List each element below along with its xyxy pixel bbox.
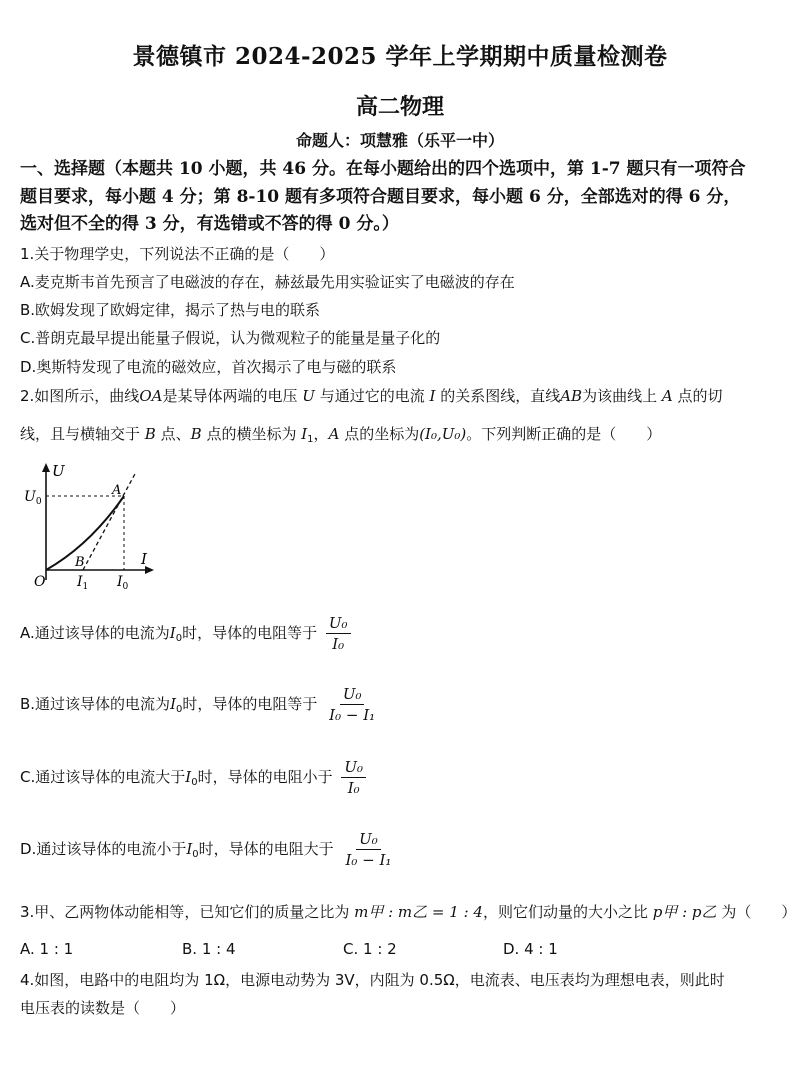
q1-option-c: C.普朗克最早提出能量子假说，认为微观粒子的能量是量子化的: [20, 329, 441, 347]
section-instructions-line-2: 题目要求，每小题 4 分；第 8-10 题有多项符合题目要求，每小题 6 分，全部选对的得 6 分，: [20, 187, 741, 207]
subject-title: 高二物理: [355, 94, 444, 120]
author-line: 命题人：项慧雅（乐平一中）: [295, 131, 504, 150]
q1-option-a: A.麦克斯韦首先预言了电磁波的存在，赫兹最先用实验证实了电磁波的存在: [20, 273, 515, 291]
q2-stem-line-2: 线，且与横轴交于 B 点、B 点的横坐标为 $I_1$，A 点的坐标为(I₀,U₀)。下列判断正确的是（ ）: [20, 425, 662, 445]
u-axis-label: U: [52, 462, 65, 480]
u0-label: $U_0$: [24, 489, 42, 507]
tangent-ab: [83, 472, 136, 570]
q3-stem: 3.甲、乙两物体动能相等，已知它们的质量之比为 m甲 : m乙 = 1 : 4，则它们动量的大小之比 p甲 : p乙 为（ ）: [20, 903, 797, 921]
q2-option-d: D.通过该导体的电流小于$I_0$时，导体的电阻大于 $\frac{\text{U₀}}{\text{I₀ − I₁}}$: [20, 830, 780, 869]
q3-option-d: D. 4 : 1: [503, 940, 558, 958]
ui-graph: [20, 460, 170, 595]
fraction-u0-i0-minus-i1: $\frac{\text{U₀}}{\text{I₀ − I₁}}$: [329, 685, 376, 724]
section-instructions-line-3: 选对但不全的得 3 分，有选错或不答的得 0 分。）: [20, 214, 399, 234]
q2-option-c: C.通过该导体的电流大于$I_0$时，导体的电阻小于 $\frac{\text{U₀}}{\text{I₀}}$: [20, 758, 780, 797]
origin-label: O: [34, 574, 46, 590]
q2-stem-line-1: 2.如图所示，曲线OA是某导体两端的电压 U 与通过它的电流 I 的关系图线，直线AB为该曲线上 A 点的切: [20, 387, 723, 405]
q1-option-b: B.欧姆发现了欧姆定律，揭示了热与电的联系: [20, 301, 321, 319]
q4-stem-line-1: 4.如图，电路中的电阻均为 1Ω，电源电动势为 3V，内阻为 0.5Ω，电流表、电压表均为理想电表，则此时: [20, 971, 725, 989]
q4-stem-line-2: 电压表的读数是（ ）: [20, 999, 186, 1017]
point-a-label: A: [112, 483, 122, 498]
i0-label: $I_0$: [117, 574, 129, 592]
q1-option-d: D.奥斯特发现了电流的磁效应，首次揭示了电与磁的联系: [20, 358, 397, 376]
q3-option-c: C. 1 : 2: [343, 940, 397, 958]
point-b-label: B: [75, 555, 85, 570]
u-axis-arrow: [42, 463, 50, 472]
fraction-u0-i0-minus-i1-d: $\frac{\text{U₀}}{\text{I₀ − I₁}}$: [345, 830, 392, 869]
q2-option-a: A.通过该导体的电流为$I_0$时，导体的电阻等于 $\frac{\text{U₀}}{\text{I₀}}$: [20, 614, 780, 653]
curve-oa: [46, 496, 124, 570]
q3-option-a: A. 1 : 1: [20, 940, 74, 958]
i1-label: $I_1$: [77, 574, 89, 592]
i-axis-label: I: [141, 550, 147, 568]
fraction-u0-i0: $\frac{\text{U₀}}{\text{I₀}}$: [326, 614, 351, 653]
q1-stem: 1.关于物理学史，下列说法不正确的是（ ）: [20, 245, 335, 263]
section-instructions-line-1: 一、选择题（本题共 10 小题，共 46 分。在每小题给出的四个选项中，第 1-7 题只有一项符合: [20, 159, 746, 179]
q2-option-b: B.通过该导体的电流为$I_0$时，导体的电阻等于 $\frac{\text{U₀}}{\text{I₀ − I₁}}$: [20, 685, 780, 724]
fraction-u0-i0-c: $\frac{\text{U₀}}{\text{I₀}}$: [341, 758, 366, 797]
exam-title: 景德镇市 2024-2025 学年上学期期中质量检测卷: [132, 43, 668, 70]
q3-option-b: B. 1 : 4: [182, 940, 236, 958]
